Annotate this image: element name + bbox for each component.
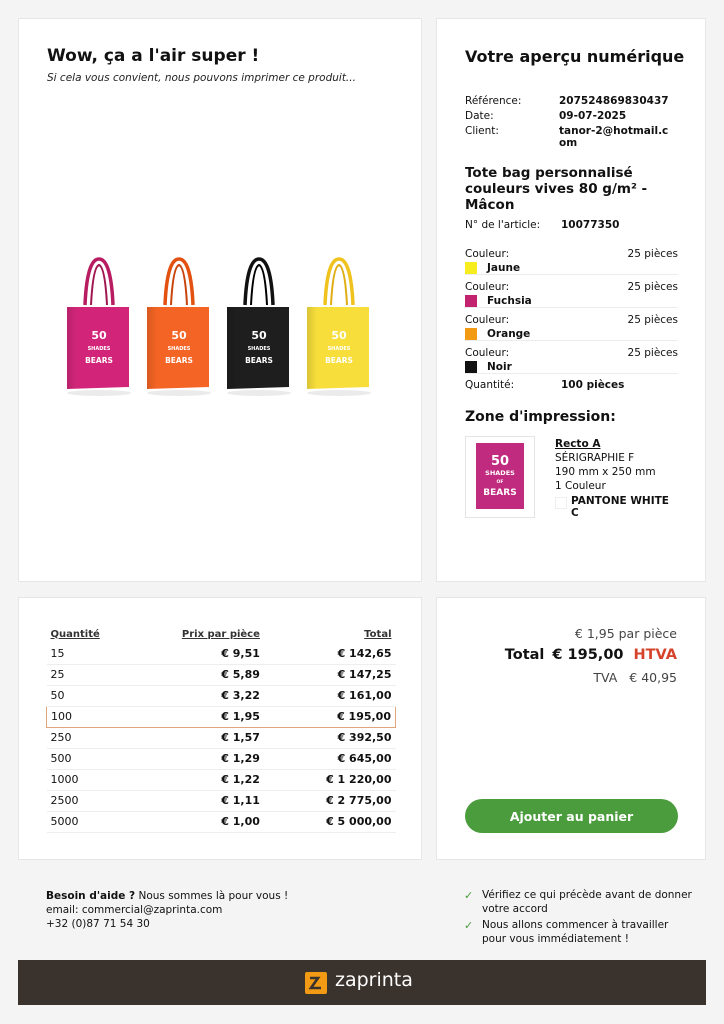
row-price: € 3,22 — [129, 685, 290, 706]
tva-label: TVA — [593, 670, 618, 685]
preview-card — [18, 18, 422, 582]
note-text: Nous allons commencer à travailler pour vous immédiatement ! — [482, 919, 669, 945]
pantone-name — [571, 495, 681, 519]
reference-value: 207524869830437 — [559, 95, 669, 107]
row-total: € 645,00 — [290, 748, 396, 769]
row-price: € 1,95 — [129, 706, 290, 727]
row-total: € 1 220,00 — [290, 769, 396, 790]
quantity-row — [465, 379, 678, 391]
preview-title: Wow, ça a l'air super ! — [47, 46, 260, 66]
bag-black — [227, 259, 291, 396]
price-table-header — [47, 625, 396, 643]
table-row[interactable] — [47, 790, 396, 811]
row-qty: 100 — [47, 706, 129, 727]
row-total: € 195,00 — [290, 706, 396, 727]
table-row[interactable] — [47, 664, 396, 685]
print-size: 190 mm x 250 mm — [555, 466, 656, 478]
color-row-orange — [465, 309, 678, 341]
pantone-swatch — [555, 497, 567, 509]
bag-print-4: 50 — [331, 329, 347, 342]
bag-print-3: 50 — [251, 329, 267, 342]
article-value: 10077350 — [561, 219, 620, 231]
price-table — [46, 625, 396, 833]
color-swatch — [465, 262, 477, 274]
row-qty: 2500 — [47, 790, 129, 811]
summary-title: Votre aperçu numérique — [465, 47, 685, 66]
thumb-print-top: 50 — [490, 454, 510, 469]
tva-amount: € 40,95 — [629, 670, 677, 685]
bag-yellow — [307, 259, 371, 396]
color-swatch — [465, 361, 477, 373]
table-row-selected[interactable] — [47, 706, 396, 727]
article-label: N° de l'article: — [465, 219, 541, 231]
total-label: Total — [504, 647, 545, 663]
logo-text: zaprinta — [335, 969, 413, 991]
price-table-card — [18, 597, 422, 860]
row-price: € 1,29 — [129, 748, 290, 769]
client-label: Client: — [465, 125, 499, 137]
row-price: € 1,00 — [129, 811, 290, 832]
row-price: € 5,89 — [129, 664, 290, 685]
bag-print-1: 50 — [91, 329, 107, 342]
note-text: Vérifiez ce qui précède avant de donner votre accord — [482, 889, 692, 915]
bag-print-2c: BEARS — [165, 356, 193, 365]
header-total: Total — [364, 628, 392, 640]
thumb-print-bottom: BEARS — [483, 488, 517, 498]
color-name: Jaune — [487, 262, 521, 274]
row-total: € 147,25 — [290, 664, 396, 685]
client-value — [559, 125, 679, 149]
print-method: SÉRIGRAPHIE F — [555, 452, 635, 464]
help-line — [46, 889, 288, 903]
color-row-fuchsia — [465, 276, 678, 308]
row-total: € 2 775,00 — [290, 790, 396, 811]
help-email[interactable]: email: commercial@zaprinta.com — [46, 904, 223, 916]
total-line — [505, 647, 677, 663]
bag-print-1b: SHADES — [87, 346, 111, 352]
summary-card — [436, 18, 706, 582]
bag-print-4c: BEARS — [325, 356, 353, 365]
table-row[interactable] — [47, 811, 396, 832]
total-amount: € 195,00 — [552, 647, 624, 663]
quantity-label: Quantité: — [465, 379, 515, 391]
thumb-print-mid: SHADES — [485, 469, 515, 477]
print-zone-info — [555, 437, 656, 493]
reference-label: Référence: — [465, 95, 522, 107]
htva-label: HTVA — [633, 647, 677, 663]
help-bold: Besoin d'aide ? — [46, 890, 136, 902]
color-swatch — [465, 328, 477, 340]
row-qty: 250 — [47, 727, 129, 748]
row-total: € 161,00 — [290, 685, 396, 706]
color-quantity: 25 pièces — [627, 314, 678, 326]
check-icon: ✓ — [464, 889, 474, 902]
color-name: Noir — [487, 361, 512, 373]
help-section — [46, 889, 288, 931]
print-color-count: 1 Couleur — [555, 480, 606, 492]
date-value: 09-07-2025 — [559, 110, 627, 122]
row-price: € 1,11 — [129, 790, 290, 811]
color-label: Couleur: — [465, 281, 510, 293]
print-zone-name: Recto A — [555, 438, 601, 450]
print-zone-thumbnail — [465, 436, 535, 518]
date-label: Date: — [465, 110, 494, 122]
color-quantity: 25 pièces — [627, 281, 678, 293]
bag-print-1c: BEARS — [85, 356, 113, 365]
color-label: Couleur: — [465, 347, 510, 359]
color-name: Fuchsia — [487, 295, 532, 307]
row-total: € 5 000,00 — [290, 811, 396, 832]
row-price: € 1,57 — [129, 727, 290, 748]
bag-orange — [147, 259, 211, 396]
note-item — [464, 889, 694, 916]
row-qty: 5000 — [47, 811, 129, 832]
article-row — [465, 219, 620, 231]
bag-print-2: 50 — [171, 329, 187, 342]
row-qty: 1000 — [47, 769, 129, 790]
row-price: € 1,22 — [129, 769, 290, 790]
price-per-piece: € 1,95 par pièce — [574, 626, 677, 641]
bag-print-3c: BEARS — [245, 356, 273, 365]
thumb-print-of: OF — [496, 480, 504, 485]
row-price: € 9,51 — [129, 643, 290, 664]
check-icon: ✓ — [464, 919, 474, 932]
print-zone-title: Zone d'impression: — [465, 409, 616, 425]
note-item — [464, 919, 694, 946]
table-row[interactable] — [47, 727, 396, 748]
pantone-name-line1: PANTONE WHITE — [571, 495, 669, 507]
bag-print-2b: SHADES — [167, 346, 191, 352]
help-phone[interactable]: +32 (0)87 71 54 30 — [46, 918, 150, 930]
add-to-cart-button[interactable]: Ajouter au panier — [465, 799, 678, 833]
row-qty: 15 — [47, 643, 129, 664]
table-row[interactable] — [47, 685, 396, 706]
color-row-jaune — [465, 243, 678, 275]
row-qty: 25 — [47, 664, 129, 685]
tote-bags-image — [49, 257, 389, 397]
bag-print-4b: SHADES — [327, 346, 351, 352]
color-label: Couleur: — [465, 248, 510, 260]
color-quantity: 25 pièces — [627, 248, 678, 260]
preview-subtitle: Si cela vous convient, nous pouvons imprimer ce produit... — [47, 72, 356, 84]
pantone-name-line2: C — [571, 507, 579, 519]
notes-section — [464, 889, 694, 949]
color-quantity: 25 pièces — [627, 347, 678, 359]
quantity-value: 100 pièces — [561, 379, 625, 391]
client-value-line2: om — [559, 137, 578, 149]
tva-line — [593, 670, 677, 685]
color-label: Couleur: — [465, 314, 510, 326]
product-title: Tote bag personnalisé couleurs vives 80 g/m² - Mâcon — [465, 165, 648, 213]
color-swatch — [465, 295, 477, 307]
header-quantity: Quantité — [50, 628, 100, 640]
zaprinta-logo-icon — [305, 972, 327, 994]
bag-fuchsia — [67, 259, 131, 396]
header-price: Prix par pièce — [181, 628, 260, 640]
client-value-line1: tanor-2@hotmail.c — [559, 125, 669, 137]
color-name: Orange — [487, 328, 531, 340]
table-row[interactable] — [47, 769, 396, 790]
help-text: Nous sommes là pour vous ! — [135, 890, 289, 902]
table-row[interactable] — [47, 643, 396, 664]
color-row-noir — [465, 342, 678, 374]
row-total: € 142,65 — [290, 643, 396, 664]
table-row[interactable] — [47, 748, 396, 769]
bag-print-3b: SHADES — [247, 346, 271, 352]
footer — [18, 960, 706, 1005]
row-total: € 392,50 — [290, 727, 396, 748]
row-qty: 50 — [47, 685, 129, 706]
totals-card — [436, 597, 706, 860]
print-zone-preview-image — [466, 437, 536, 519]
row-qty: 500 — [47, 748, 129, 769]
